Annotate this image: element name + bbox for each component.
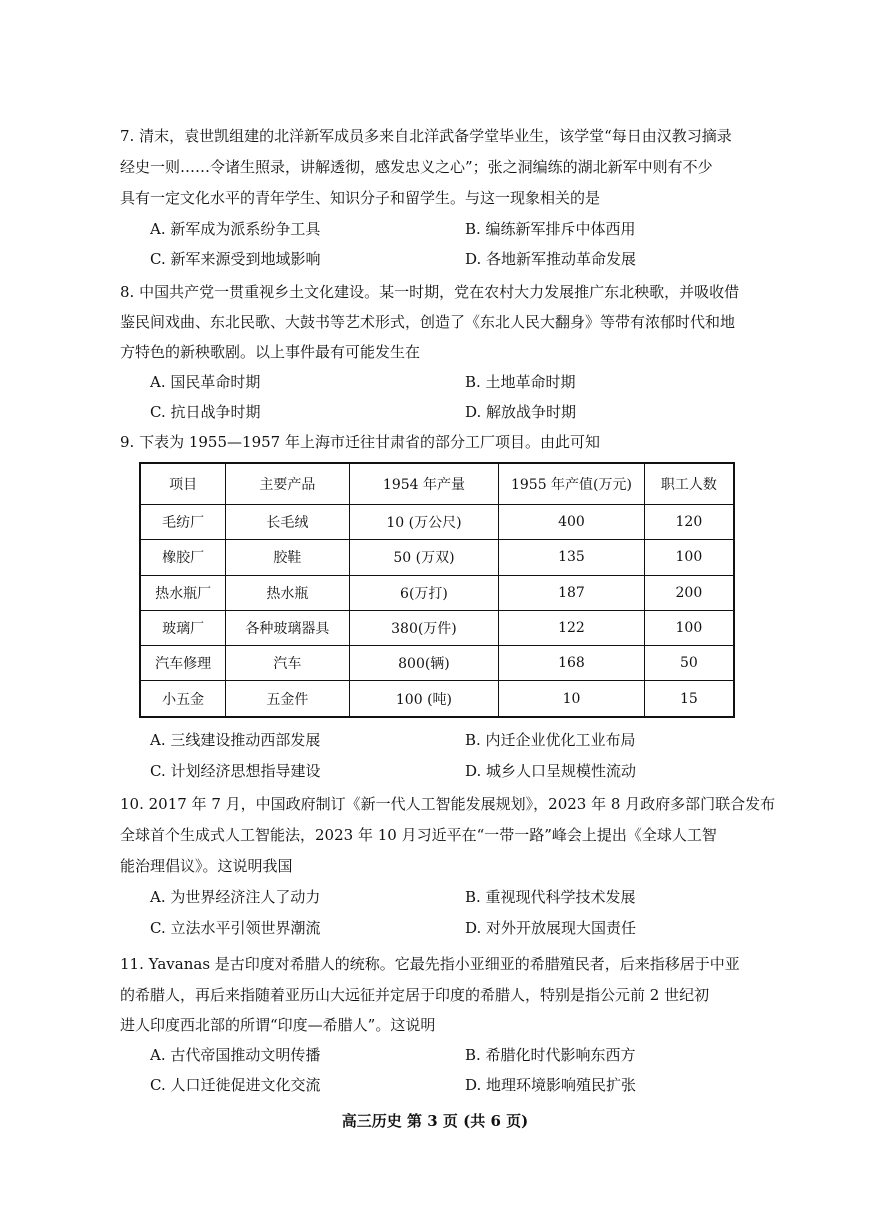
table-row <box>140 610 734 645</box>
q8-option-d: D. 解放战争时期 <box>465 403 577 421</box>
q9-option-d: D. 城乡人口呈规模性流动 <box>465 762 637 780</box>
q7-option-c: C. 新军来源受到地域影响 <box>150 250 321 268</box>
table-cell: 橡胶厂 <box>140 540 226 575</box>
q7-option-b: B. 编练新军排斥中体西用 <box>465 220 636 238</box>
table-header-cell: 职工人数 <box>644 463 734 505</box>
q8-option-b: B. 土地革命时期 <box>465 373 576 391</box>
table-cell: 10 <box>499 681 645 717</box>
q8-option-a: A. 国民革命时期 <box>150 373 261 391</box>
table-cell: 50 <box>644 646 734 681</box>
table-cell: 6(万打) <box>349 575 499 610</box>
table-header-cell: 1955 年产值(万元) <box>499 463 645 505</box>
table-cell: 小五金 <box>140 681 226 717</box>
table-cell: 10 (万公尺) <box>349 505 499 540</box>
table-cell: 热水瓶 <box>226 575 350 610</box>
q10-option-c: C. 立法水平引领世界潮流 <box>150 919 321 937</box>
q9-option-c: C. 计划经济思想指导建设 <box>150 762 321 780</box>
table-header-cell: 主要产品 <box>226 463 350 505</box>
q7-option-a: A. 新军成为派系纷争工具 <box>150 220 321 238</box>
q10-stem-line: 能治理倡议》。这说明我国 <box>120 857 293 875</box>
table-cell: 玻璃厂 <box>140 610 226 645</box>
q11-stem-line: 进人印度西北部的所谓“印度—希腊人”。这说明 <box>120 1016 436 1034</box>
q10-stem-line: 全球首个生成式人工智能法，2023 年 10 月习近平在“一带一路”峰会上提出《全球人工智 <box>120 826 717 844</box>
table-cell: 五金件 <box>226 681 350 717</box>
q7-option-d: D. 各地新军推动革命发展 <box>465 250 637 268</box>
table-cell: 100 <box>644 540 734 575</box>
q11-stem-line: 11. Yavanas 是古印度对希腊人的统称。它最先指小亚细亚的希腊殖民者，后来指移居于中亚 <box>120 955 740 973</box>
q10-option-a: A. 为世界经济注人了动力 <box>150 888 321 906</box>
table-header-cell: 1954 年产量 <box>349 463 499 505</box>
q11-option-c: C. 人口迁徙促进文化交流 <box>150 1076 321 1094</box>
table-cell: 15 <box>644 681 734 717</box>
table-cell: 800(辆) <box>349 646 499 681</box>
table-cell: 100 (吨) <box>349 681 499 717</box>
q8-option-c: C. 抗日战争时期 <box>150 403 261 421</box>
table-row <box>140 646 734 681</box>
table-cell: 135 <box>499 540 645 575</box>
table-cell: 长毛绒 <box>226 505 350 540</box>
table-row <box>140 575 734 610</box>
table-cell: 汽车修理 <box>140 646 226 681</box>
q11-option-b: B. 希腊化时代影响东西方 <box>465 1046 636 1064</box>
table-header-row <box>140 463 734 505</box>
table-cell: 汽车 <box>226 646 350 681</box>
table-cell: 187 <box>499 575 645 610</box>
q9-option-a: A. 三线建设推动西部发展 <box>150 731 321 749</box>
q7-stem-line: 7. 清末，袁世凯组建的北洋新军成员多来自北洋武备学堂毕业生，该学堂“每日由汉教习摘录 <box>120 127 732 145</box>
q11-stem-line: 的希腊人，再后来指随着亚历山大远征并定居于印度的希腊人，特别是指公元前 2 世纪初 <box>120 986 710 1004</box>
factory-table <box>139 462 735 718</box>
q7-stem-line: 具有一定文化水平的青年学生、知识分子和留学生。与这一现象相关的是 <box>120 189 601 207</box>
table-cell: 毛纺厂 <box>140 505 226 540</box>
table-row <box>140 540 734 575</box>
table-row <box>140 505 734 540</box>
q10-option-d: D. 对外开放展现大国责任 <box>465 919 637 937</box>
page-footer: 高三历史 第 3 页 (共 6 页) <box>341 1112 529 1130</box>
table-header-cell: 项目 <box>140 463 226 505</box>
q10-stem-line: 10. 2017 年 7 月，中国政府制订《新一代人工智能发展规划》，2023 年 8 月政府多部门联合发布 <box>120 795 776 813</box>
q8-stem-line: 鉴民间戏曲、东北民歌、大鼓书等艺术形式，创造了《东北人民大翻身》等带有浓郁时代和地 <box>120 313 736 331</box>
table-cell: 100 <box>644 610 734 645</box>
table-cell: 400 <box>499 505 645 540</box>
table-row <box>140 681 734 717</box>
q8-stem-line: 方特色的新秧歌剧。以上事件最有可能发生在 <box>120 343 421 361</box>
q7-stem-line: 经史一则……令诸生照录，讲解透彻，感发忠义之心”；张之洞编练的湖北新军中则有不少 <box>120 158 713 176</box>
q10-option-b: B. 重视现代科学技术发展 <box>465 888 636 906</box>
table-cell: 120 <box>644 505 734 540</box>
q11-option-a: A. 古代帝国推动文明传播 <box>150 1046 321 1064</box>
q9-stem-line: 9. 下表为 1955—1957 年上海市迁往甘肃省的部分工厂项目。由此可知 <box>120 433 600 451</box>
table-cell: 胶鞋 <box>226 540 350 575</box>
table-cell: 50 (万双) <box>349 540 499 575</box>
table-cell: 122 <box>499 610 645 645</box>
table-cell: 各种玻璃器具 <box>226 610 350 645</box>
table-cell: 200 <box>644 575 734 610</box>
table-cell: 热水瓶厂 <box>140 575 226 610</box>
table-cell: 380(万件) <box>349 610 499 645</box>
table-cell: 168 <box>499 646 645 681</box>
q8-stem-line: 8. 中国共产党一贯重视乡土文化建设。某一时期，党在农村大力发展推广东北秧歌，并吸收借 <box>120 283 740 301</box>
q9-option-b: B. 内迁企业优化工业布局 <box>465 731 636 749</box>
q11-option-d: D. 地理环境影响殖民扩张 <box>465 1076 637 1094</box>
